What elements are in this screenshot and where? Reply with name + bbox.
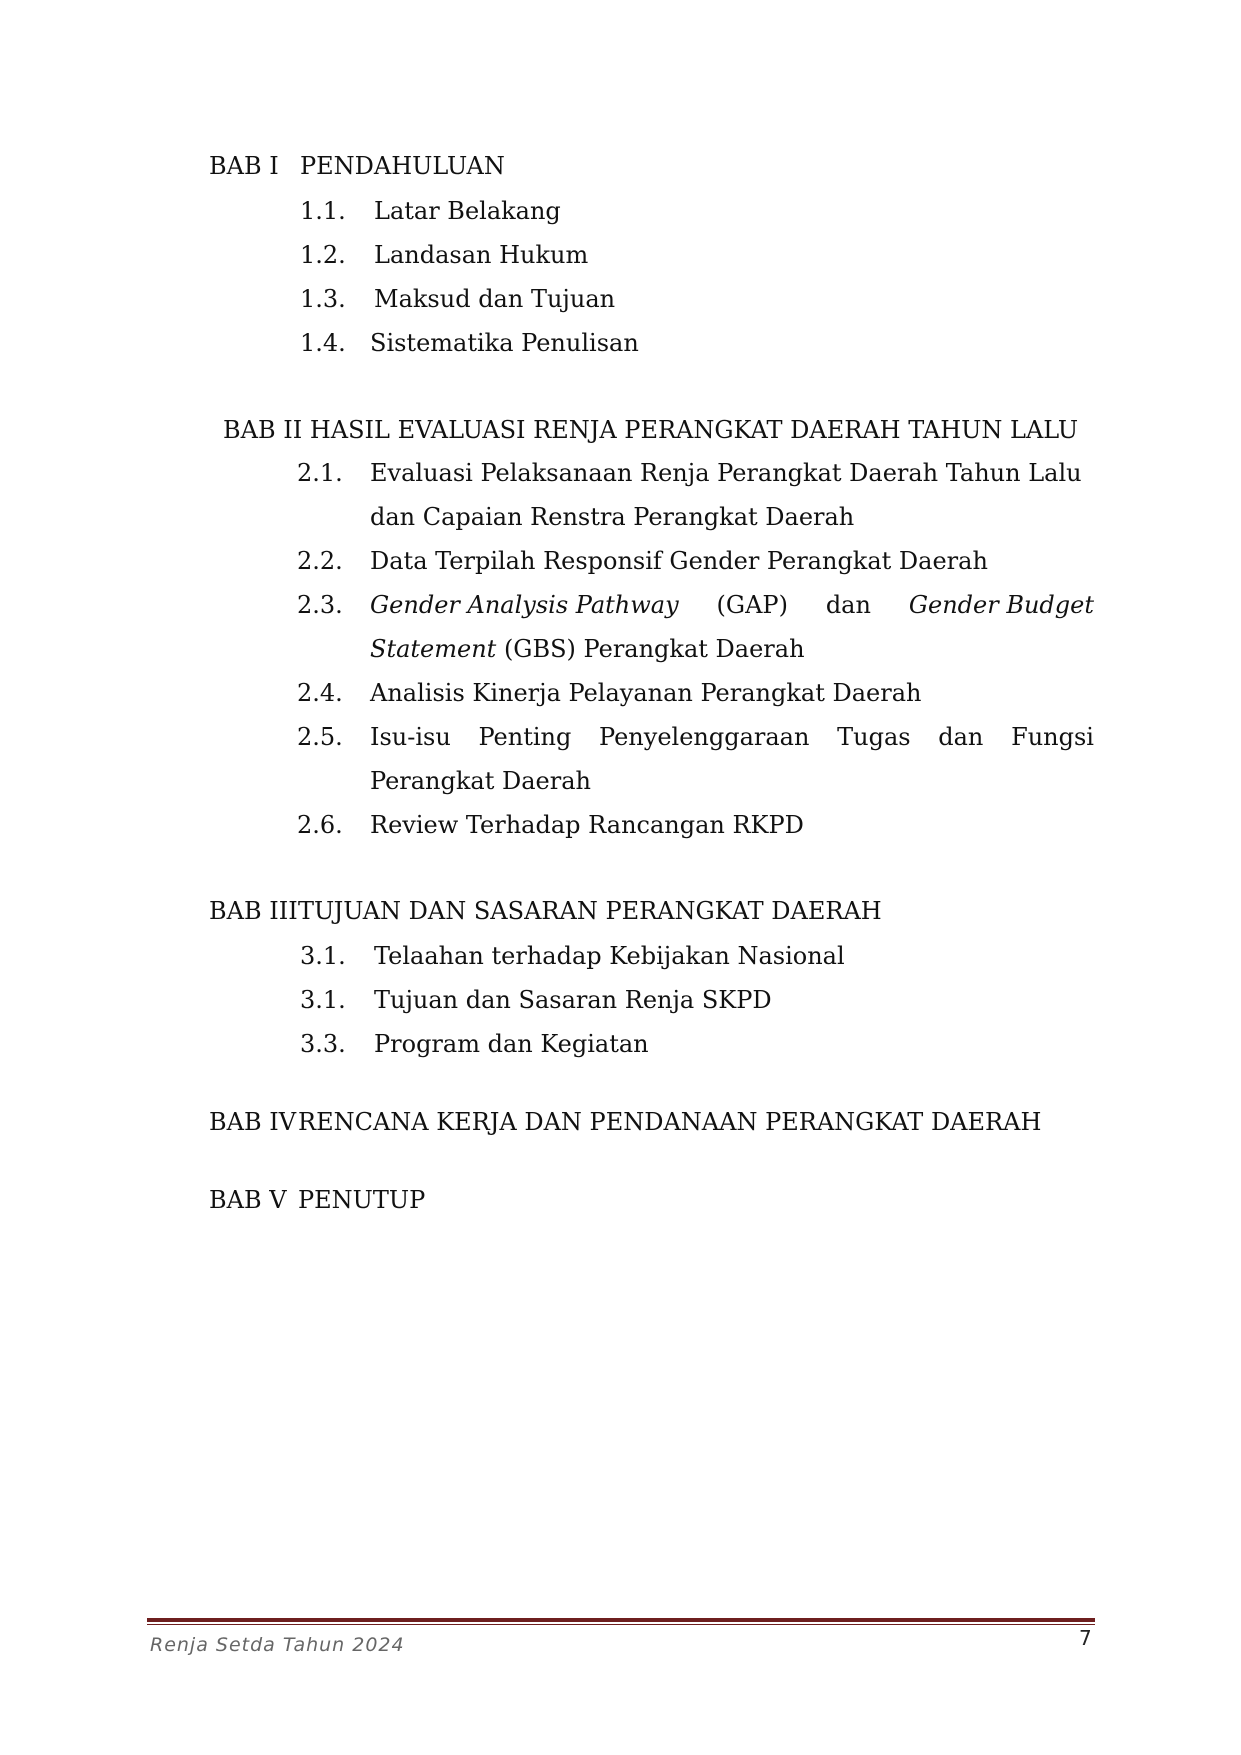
bab4-title: RENCANA KERJA DAN PENDANAAN PERANGKAT DAERAH: [298, 1108, 1042, 1136]
italic-term: Gender Budget: [908, 591, 1094, 619]
page-number: 7: [1079, 1626, 1092, 1650]
item-text-cont: Perangkat Daerah: [370, 767, 591, 795]
footer-rule-thin: [147, 1624, 1095, 1625]
item-number: 2.1.: [297, 459, 343, 487]
bab3-label: BAB III: [209, 897, 298, 925]
word: (GAP): [716, 591, 788, 619]
word: Fungsi: [1011, 723, 1094, 751]
bab5-title: PENUTUP: [298, 1186, 426, 1214]
item-text-justified: [370, 725, 1094, 749]
word: Tugas: [837, 723, 911, 751]
item-number: 1.4.: [300, 329, 346, 357]
italic-term: Statement: [370, 635, 497, 663]
item-number: 2.6.: [297, 811, 343, 839]
bab5-label: BAB V: [209, 1186, 287, 1214]
bab4-label: BAB IV: [209, 1108, 297, 1136]
word: Penting: [478, 723, 572, 751]
bab1-label: BAB I: [209, 152, 279, 180]
item-text: Evaluasi Pelaksanaan Renja Perangkat Daerah Tahun Lalu: [370, 459, 1082, 487]
item-text: Data Terpilah Responsif Gender Perangkat Daerah: [370, 547, 988, 575]
item-text: Review Terhadap Rancangan RKPD: [370, 811, 804, 839]
item-number: 1.1.: [300, 197, 346, 225]
italic-term: Gender Analysis Pathway: [370, 591, 679, 619]
item-number: 3.3.: [300, 1030, 346, 1058]
item-text: Latar Belakang: [374, 197, 561, 225]
item-number: 2.3.: [297, 591, 343, 619]
item-number: 2.2.: [297, 547, 343, 575]
item-text: Program dan Kegiatan: [374, 1030, 649, 1058]
bab1-title: PENDAHULUAN: [300, 152, 505, 180]
item-text-cont: [370, 637, 805, 661]
footer-title: Renja Setda Tahun 2024: [150, 1634, 405, 1656]
bab2-heading: BAB II HASIL EVALUASI RENJA PERANGKAT DAERAH TAHUN LALU: [223, 416, 1079, 444]
item-text: Landasan Hukum: [374, 241, 589, 269]
item-text: Analisis Kinerja Pelayanan Perangkat Daerah: [370, 679, 922, 707]
item-text: Sistematika Penulisan: [370, 329, 639, 357]
item-text-justified: [370, 593, 1094, 617]
item-text: Maksud dan Tujuan: [374, 285, 616, 313]
word: Isu-isu: [370, 723, 451, 751]
item-number: 3.1.: [300, 986, 346, 1014]
item-number: 1.2.: [300, 241, 346, 269]
word: dan: [938, 723, 984, 751]
bab1-heading: [209, 154, 279, 178]
word: Penyelenggaraan: [599, 723, 810, 751]
item-text-cont: dan Capaian Renstra Perangkat Daerah: [370, 503, 855, 531]
bab3-title: TUJUAN DAN SASARAN PERANGKAT DAERAH: [298, 897, 882, 925]
item-number: 3.1.: [300, 942, 346, 970]
word: (GBS) Perangkat Daerah: [496, 635, 805, 663]
word: dan: [825, 591, 871, 619]
item-number: 1.3.: [300, 285, 346, 313]
footer-rule-thick: [147, 1618, 1095, 1622]
item-text: Tujuan dan Sasaran Renja SKPD: [374, 986, 772, 1014]
item-number: 2.4.: [297, 679, 343, 707]
item-text: Telaahan terhadap Kebijakan Nasional: [374, 942, 845, 970]
item-number: 2.5.: [297, 723, 343, 751]
